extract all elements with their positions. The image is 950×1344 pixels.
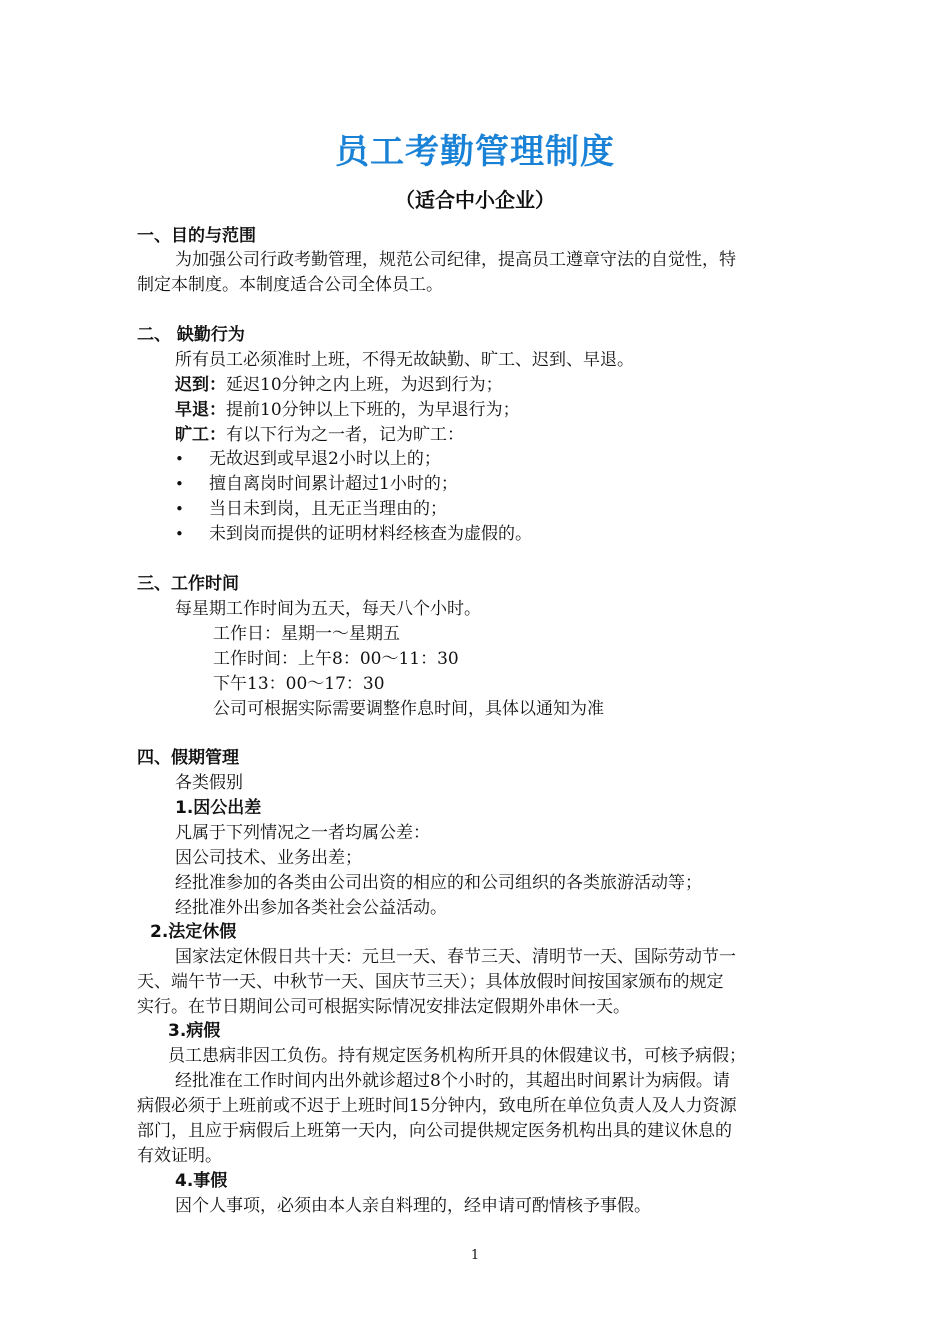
- absenteeism-text: 有以下行为之一者，记为旷工：: [226, 425, 464, 445]
- bullet-icon: •: [175, 450, 184, 468]
- paragraph-line: 国家法定休假日共十天：元旦一天、春节三天、清明节一天、国际劳动节一: [175, 947, 736, 967]
- section-4-heading: 四、假期管理: [137, 748, 239, 768]
- early-leave-label: 早退：: [175, 400, 226, 420]
- absenteeism-label: 旷工：: [175, 425, 226, 445]
- paragraph-line: 凡属于下列情况之一者均属公差：: [175, 823, 430, 843]
- paragraph-line: 经批准外出参加各类社会公益活动。: [175, 898, 447, 918]
- paragraph-line: 经批准在工作时间内出外就诊超过8个小时的，其超出时间累计为病假。请: [175, 1071, 730, 1091]
- paragraph-line: 天、端午节一天、中秋节一天、国庆节三天）；具体放假时间按国家颁布的规定: [137, 972, 724, 992]
- absenteeism-rule: [175, 423, 464, 447]
- page-title: 员工考勤管理制度: [335, 132, 615, 172]
- leave-types-intro: 各类假别: [175, 773, 243, 793]
- subheading-statutory-holiday: 2.法定休假: [150, 922, 237, 942]
- subheading-sick-leave: 3.病假: [168, 1021, 221, 1041]
- early-leave-text: 提前10分钟以上下班的，为早退行为；: [226, 400, 520, 420]
- subheading-business-trip: 1.因公出差: [175, 798, 262, 818]
- early-leave-rule: [175, 398, 520, 422]
- paragraph-line: 病假必须于上班前或不迟于上班时间15分钟内，致电所在单位负责人及人力资源: [137, 1096, 737, 1116]
- section-2-intro: 所有员工必须准时上班，不得无故缺勤、旷工、迟到、早退。: [175, 350, 634, 370]
- bullet-icon: •: [175, 475, 184, 493]
- paragraph-line: 因个人事项，必须由本人亲自料理的，经申请可酌情核予事假。: [175, 1196, 651, 1216]
- section-1-heading: 一、目的与范围: [137, 226, 256, 246]
- morning-hours-line: 工作时间：上午8：00～11：30: [213, 649, 459, 669]
- paragraph-line: 经批准参加的各类由公司出资的相应的和公司组织的各类旅游活动等；: [175, 873, 702, 893]
- list-item: 未到岗而提供的证明材料经核查为虚假的。: [209, 524, 532, 544]
- paragraph-line: 有效证明。: [137, 1146, 222, 1166]
- page-number: 1: [470, 1248, 480, 1263]
- late-label: 迟到：: [175, 375, 226, 395]
- late-rule: [175, 373, 503, 397]
- paragraph-line: 实行。在节日期间公司可根据实际情况安排法定假期外串休一天。: [137, 997, 630, 1017]
- paragraph-line: 因公司技术、业务出差；: [175, 848, 362, 868]
- list-item: 擅自离岗时间累计超过1小时的；: [209, 474, 458, 494]
- schedule-adjust-note: 公司可根据实际需要调整作息时间，具体以通知为准: [213, 699, 604, 719]
- work-hours-summary: 每星期工作时间为五天，每天八个小时。: [175, 599, 481, 619]
- bullet-icon: •: [175, 525, 184, 543]
- list-item: 当日未到岗，且无正当理由的；: [209, 499, 447, 519]
- subheading-personal-leave: 4.事假: [175, 1171, 228, 1191]
- afternoon-hours-line: 下午13：00～17：30: [213, 674, 385, 694]
- section-1-paragraph-line: 制定本制度。本制度适合公司全体员工。: [137, 275, 443, 295]
- paragraph-line: 部门，且应于病假后上班第一天内，向公司提供规定医务机构出具的建议休息的: [137, 1121, 732, 1141]
- workdays-line: 工作日：星期一～星期五: [213, 624, 400, 644]
- list-item: 无故迟到或早退2小时以上的；: [209, 449, 441, 469]
- paragraph-line: 员工患病非因工负伤。持有规定医务机构所开具的休假建议书，可核予病假；: [168, 1046, 746, 1066]
- section-1-paragraph-line: 为加强公司行政考勤管理，规范公司纪律，提高员工遵章守法的自觉性，特: [175, 250, 736, 270]
- page-subtitle: （适合中小企业）: [395, 188, 555, 212]
- section-3-heading: 三、工作时间: [137, 574, 239, 594]
- section-2-heading: 二、 缺勤行为: [137, 325, 245, 345]
- bullet-icon: •: [175, 500, 184, 518]
- late-text: 延迟10分钟之内上班，为迟到行为；: [226, 375, 503, 395]
